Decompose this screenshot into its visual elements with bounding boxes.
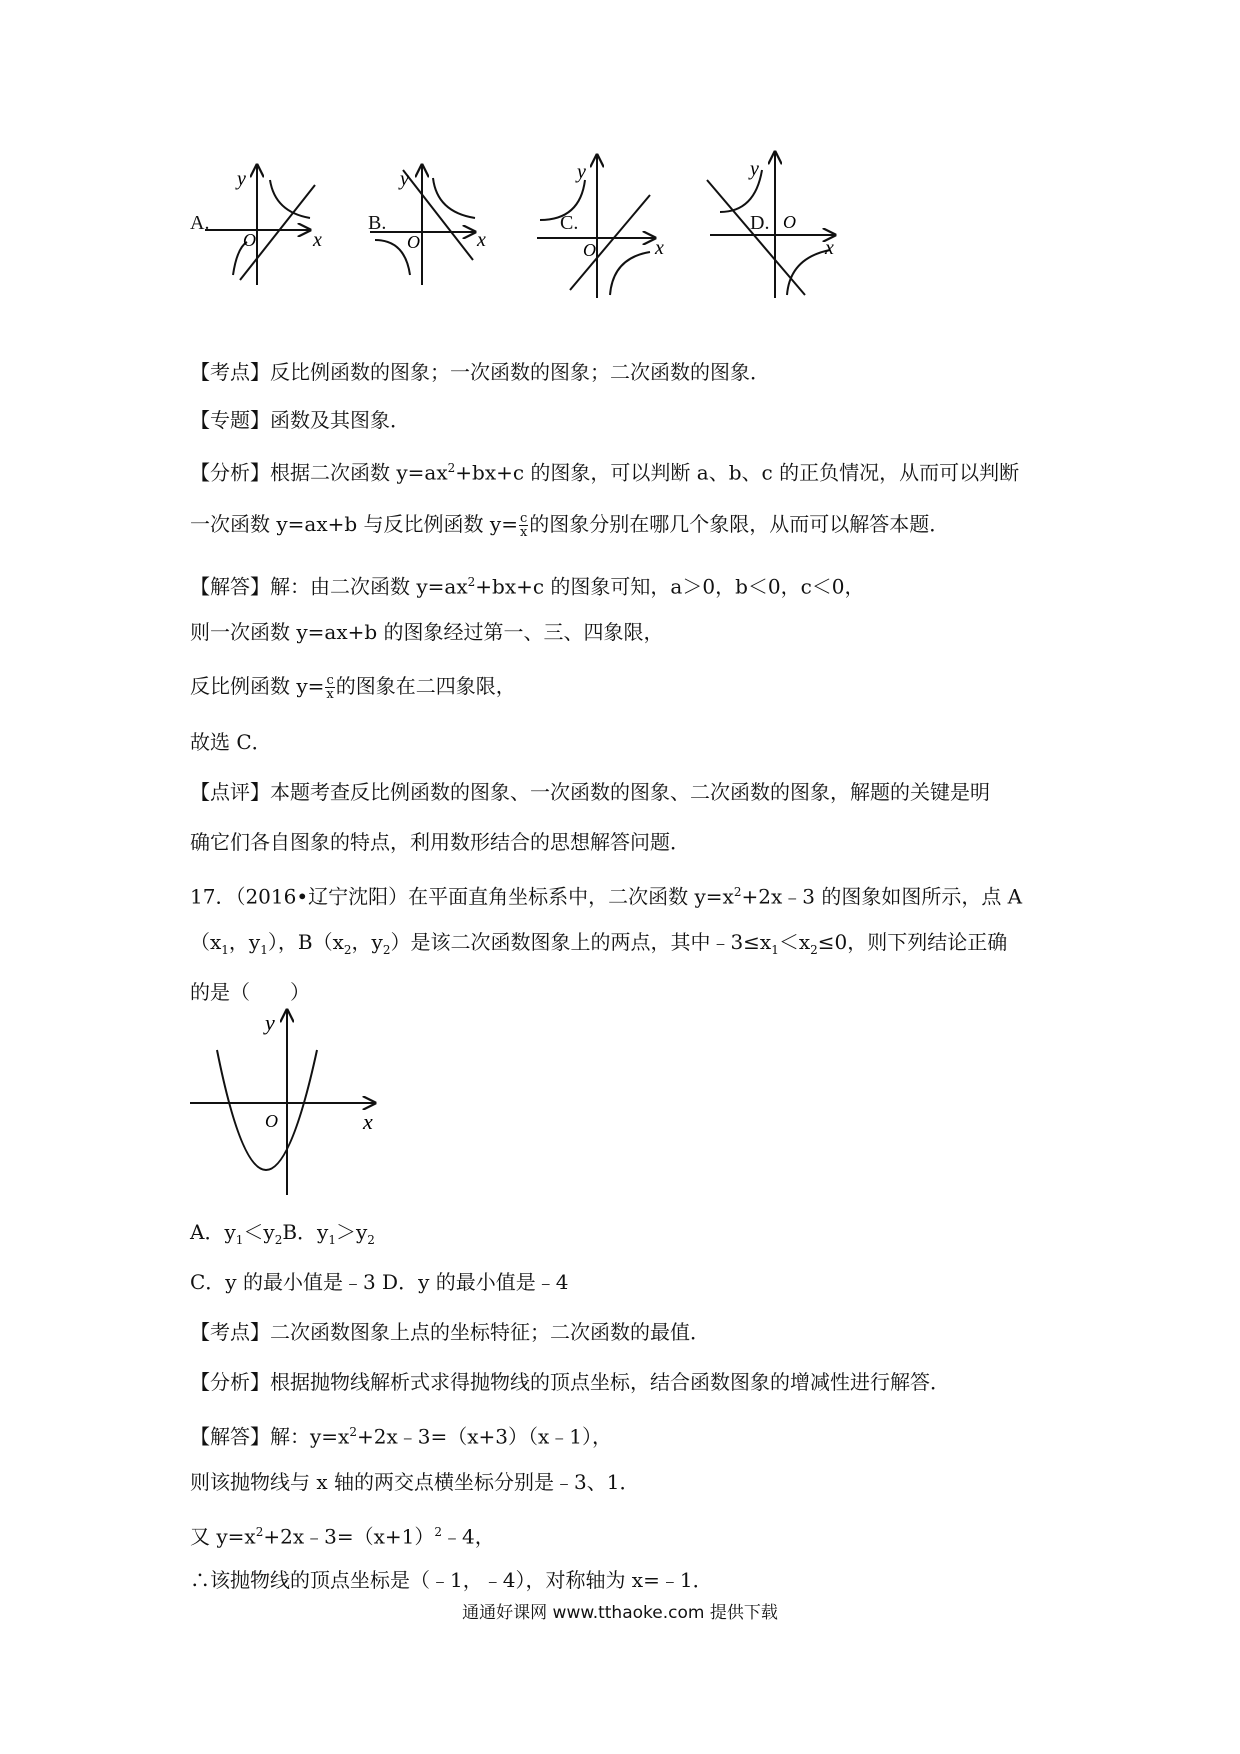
q16-graphs-svg xyxy=(185,150,945,330)
q16-zhuanti: 【专题】函数及其图象． xyxy=(190,408,410,432)
q17-stem-line2: （$x_1$，$y_1$），$B(x_2$，$y_2$）是该二次函数图象上的两点，其中$﹣3\le x_1<x_2\le 0$，则下列结论正确 xyxy=(190,930,1008,957)
graph-d-hyperbola-q4 xyxy=(787,250,830,295)
graph-d xyxy=(707,152,835,298)
option-b-label: B. xyxy=(368,212,387,234)
fraction-c-over-x-2: $\frac{c}{x}$ xyxy=(326,673,334,702)
page-footer: 通通好课网 www.tthaoke.com 提供下载 xyxy=(462,1603,778,1623)
q17-jieda-line2: 则该抛物线与 x 轴的两交点横坐标分别是﹣3、1． xyxy=(190,1470,640,1494)
graph-d-x-label: x xyxy=(825,237,834,259)
graph-c-origin-label: O xyxy=(583,240,596,260)
q16-option-figures xyxy=(185,150,945,330)
q17-kaodian: 【考点】二次函数图象上点的坐标特征；二次函数的最值． xyxy=(190,1320,710,1344)
q17-jieda-line1: 【解答】解：$y=x^2+2x﹣3=(x+3)(x﹣1)$， xyxy=(190,1424,612,1449)
graph-b-x-label: x xyxy=(477,229,486,251)
q16-jieda-line2: 则一次函数 y=ax+b 的图象经过第一、三、四象限， xyxy=(190,620,664,644)
q17-jieda-line4: ∴该抛物线的顶点坐标是（﹣1，﹣4），对称轴为 x=﹣1． xyxy=(190,1568,713,1592)
graph-d-line xyxy=(707,180,805,295)
option-a-label: A. xyxy=(190,212,210,234)
graph-d-y-label: y xyxy=(750,158,759,180)
q16-jieda-line3: 反比例函数 y= $\frac{c}{x}$ 的图象在二四象限， xyxy=(190,673,516,702)
graph-b-hyperbola-q1 xyxy=(433,178,475,218)
graph-c-x-label: x xyxy=(655,237,664,259)
fraction-c-over-x: $\frac{c}{x}$ xyxy=(519,511,528,540)
q17-origin-label: O xyxy=(265,1111,278,1131)
q17-options-ab: A．$y_1<y_2B$．$y_1>y_2$ xyxy=(190,1220,375,1247)
q16-dianping-line2: 确它们各自图象的特点，利用数形结合的思想解答问题． xyxy=(190,830,690,854)
graph-b-origin-label: O xyxy=(407,232,420,252)
q17-fenxi: 【分析】根据抛物线解析式求得抛物线的顶点坐标，结合函数图象的增减性进行解答． xyxy=(190,1370,950,1394)
graph-b-hyperbola-q3 xyxy=(375,240,410,275)
q16-jieda-line4: 故选 C． xyxy=(190,730,272,754)
q17-parabola-graph xyxy=(185,1005,385,1205)
q16-fenxi-line1: 【分析】根据二次函数 $y=ax^2+bx+c$ 的图象，可以判断 a、b、c 的正负情况，从而可以判断 xyxy=(190,460,1020,485)
graph-a-y-label: y xyxy=(237,168,246,190)
q17-y-label: y xyxy=(265,1010,275,1035)
q17-stem-line1: 17．（2016•辽宁沈阳）在平面直角坐标系中，二次函数 $y=x^2+2x﹣3$ 的图象如图所示，点 A xyxy=(190,884,1023,909)
q17-stem-line3: 的是（ ） xyxy=(190,980,310,1004)
q16-jieda-line1: 【解答】解：由二次函数 $y=ax^2+bx+c$ 的图象可知，a＞0，b＜0，c＜0， xyxy=(190,574,865,599)
q16-dianping-line1: 【点评】本题考查反比例函数的图象、一次函数的图象、二次函数的图象，解题的关键是明 xyxy=(190,780,990,804)
q16-fenxi-line2: 一次函数 y=ax+b 与反比例函数 y= $\frac{c}{x}$ 的图象分别在哪几个象限，从而可以解答本题． xyxy=(190,511,950,540)
q17-options-cd: C．y 的最小值是﹣3 D．y 的最小值是﹣4 xyxy=(190,1270,569,1294)
q17-x-label: x xyxy=(363,1109,373,1134)
graph-a-x-label: x xyxy=(313,229,322,251)
graph-c-line xyxy=(570,195,650,290)
graph-a-origin-label: O xyxy=(243,230,256,250)
graph-a xyxy=(205,165,315,285)
q17-jieda-line3: 又 $y=x^2+2x﹣3=(x+1)^2﹣4$， xyxy=(190,1524,495,1549)
graph-c xyxy=(537,155,655,298)
graph-c-hyperbola-q4 xyxy=(610,252,650,295)
graph-c-y-label: y xyxy=(577,161,586,183)
option-c-label: C. xyxy=(560,212,579,234)
graph-b-y-label: y xyxy=(400,168,409,190)
q17-parabola-curve xyxy=(217,1050,317,1170)
graph-d-origin-label: O xyxy=(783,212,796,232)
option-d-label: D. xyxy=(750,212,770,234)
q16-kaodian: 【考点】反比例函数的图象；一次函数的图象；二次函数的图象． xyxy=(190,360,770,384)
